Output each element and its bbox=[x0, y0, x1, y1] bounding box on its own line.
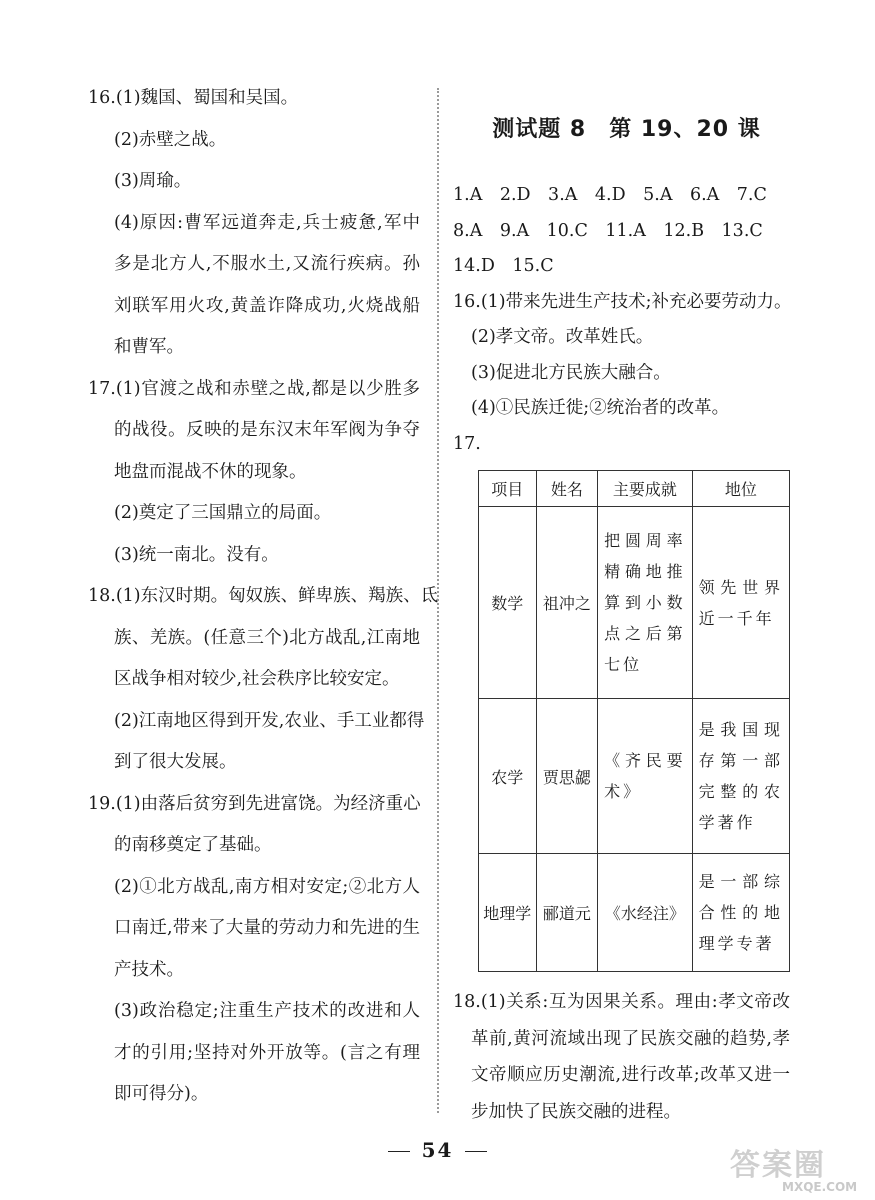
table-cell: 郦道元 bbox=[536, 854, 598, 972]
answer-line: 文帝顺应历史潮流,进行改革;改革又进一 bbox=[471, 1065, 790, 1085]
page-number-dash bbox=[388, 1151, 410, 1152]
table-cell: 是我国现存第一部完整的农学著作 bbox=[692, 699, 789, 854]
achievement-table bbox=[478, 470, 790, 972]
answer-line: 地盘而混战不休的现象。 bbox=[114, 461, 307, 482]
table-cell: 贾思勰 bbox=[536, 699, 598, 854]
table-row bbox=[479, 699, 790, 854]
right-column bbox=[453, 110, 790, 1130]
table-cell: 祖冲之 bbox=[536, 507, 598, 699]
answer-line: 19.(1)由落后贫穷到先进富饶。为经济重心 bbox=[88, 793, 421, 814]
question-18-block bbox=[453, 984, 790, 1130]
answer-line: (2)①北方战乱,南方相对安定;②北方人 bbox=[114, 876, 420, 897]
table-header-cell: 姓名 bbox=[536, 471, 598, 507]
answer-line: (3)周瑜。 bbox=[114, 171, 192, 191]
column-divider bbox=[437, 88, 439, 1113]
table-cell: 《齐民要术》 bbox=[598, 699, 693, 854]
table-cell: 《水经注》 bbox=[598, 854, 693, 972]
answer-line: (3)政治稳定;注重生产技术的改进和人 bbox=[114, 1001, 420, 1021]
answer-line: (4)①民族迁徙;②统治者的改革。 bbox=[471, 398, 730, 418]
mc-answer-line: 14.D 15.C bbox=[453, 256, 554, 276]
page-number-dash bbox=[465, 1151, 487, 1152]
answer-line: 即可得分)。 bbox=[114, 1084, 209, 1104]
answer-line: 刘联军用火攻,黄盖诈降成功,火烧战船 bbox=[114, 295, 420, 316]
page-number-value: 54 bbox=[421, 1138, 454, 1162]
table-cell: 农学 bbox=[479, 699, 537, 854]
answer-line: 18.(1)东汉时期。匈奴族、鲜卑族、羯族、氐 bbox=[88, 586, 439, 606]
watermark-text: 答案圈 bbox=[730, 1148, 826, 1183]
table-header-cell: 主要成就 bbox=[598, 471, 693, 507]
answer-line: 的南移奠定了基础。 bbox=[114, 835, 272, 855]
answer-line: 和曹军。 bbox=[114, 337, 184, 357]
answer-line: (3)促进北方民族大融合。 bbox=[471, 362, 671, 383]
answer-line: 18.(1)关系:互为因果关系。理由:孝文帝改 bbox=[453, 992, 790, 1012]
answer-line: 多是北方人,不服水土,又流行疾病。孙 bbox=[114, 254, 420, 274]
answer-line: 族、羌族。(任意三个)北方战乱,江南地 bbox=[114, 627, 420, 648]
watermark-url: MXQE.COM bbox=[782, 1180, 858, 1194]
answer-line: 到了很大发展。 bbox=[114, 752, 237, 772]
answer-line: 区战争相对较少,社会秩序比较安定。 bbox=[114, 669, 400, 689]
mc-answer-line: 1.A 2.D 3.A 4.D 5.A 6.A 7.C bbox=[453, 185, 767, 205]
answer-line: 才的引用;坚持对外开放等。(言之有理 bbox=[114, 1042, 420, 1063]
answer-line: (2)赤壁之战。 bbox=[114, 129, 227, 150]
table-header-row bbox=[479, 471, 790, 507]
table-cell: 是一部综合性的地理学专著 bbox=[692, 854, 789, 972]
answer-line: (2)江南地区得到开发,农业、手工业都得 bbox=[114, 710, 425, 731]
table-row bbox=[479, 854, 790, 972]
answer-line: 口南迁,带来了大量的劳动力和先进的生 bbox=[114, 918, 420, 938]
test-title: 测试题 8 第 19、20 课 bbox=[492, 117, 761, 142]
answer-line: (3)统一南北。没有。 bbox=[114, 544, 279, 565]
answer-line: (2)孝文帝。改革姓氏。 bbox=[471, 327, 654, 347]
watermark-logo bbox=[730, 1140, 858, 1196]
table-cell: 领先世界近一千年 bbox=[692, 507, 789, 699]
answer-line: 步加快了民族交融的进程。 bbox=[471, 1101, 681, 1122]
answer-line: (2)奠定了三国鼎立的局面。 bbox=[114, 503, 332, 523]
answer-line: 17.(1)官渡之战和赤壁之战,都是以少胜多 bbox=[88, 378, 420, 399]
answer-line: 16.(1)带来先进生产技术;补充必要劳动力。 bbox=[453, 291, 792, 312]
table-row bbox=[479, 507, 790, 699]
answer-line: 革前,黄河流域出现了民族交融的趋势,孝 bbox=[471, 1028, 790, 1049]
left-column bbox=[88, 78, 439, 1116]
table-header-cell: 项目 bbox=[479, 471, 537, 507]
table-header-cell: 地位 bbox=[692, 471, 789, 507]
answer-line: 产技术。 bbox=[114, 959, 184, 980]
mc-answer-line: 8.A 9.A 10.C 11.A 12.B 13.C bbox=[453, 220, 763, 241]
answer-line: (4)原因:曹军远道奔走,兵士疲惫,军中 bbox=[114, 212, 420, 233]
answer-line: 17. bbox=[453, 433, 481, 454]
answer-line: 的战役。反映的是东汉末年军阀为争夺 bbox=[114, 420, 420, 440]
table-cell: 数学 bbox=[479, 507, 537, 699]
answer-line: 16.(1)魏国、蜀国和吴国。 bbox=[88, 88, 299, 108]
table-cell: 把圆周率精确地推算到小数点之后第七位 bbox=[598, 507, 693, 699]
table-cell: 地理学 bbox=[479, 854, 537, 972]
